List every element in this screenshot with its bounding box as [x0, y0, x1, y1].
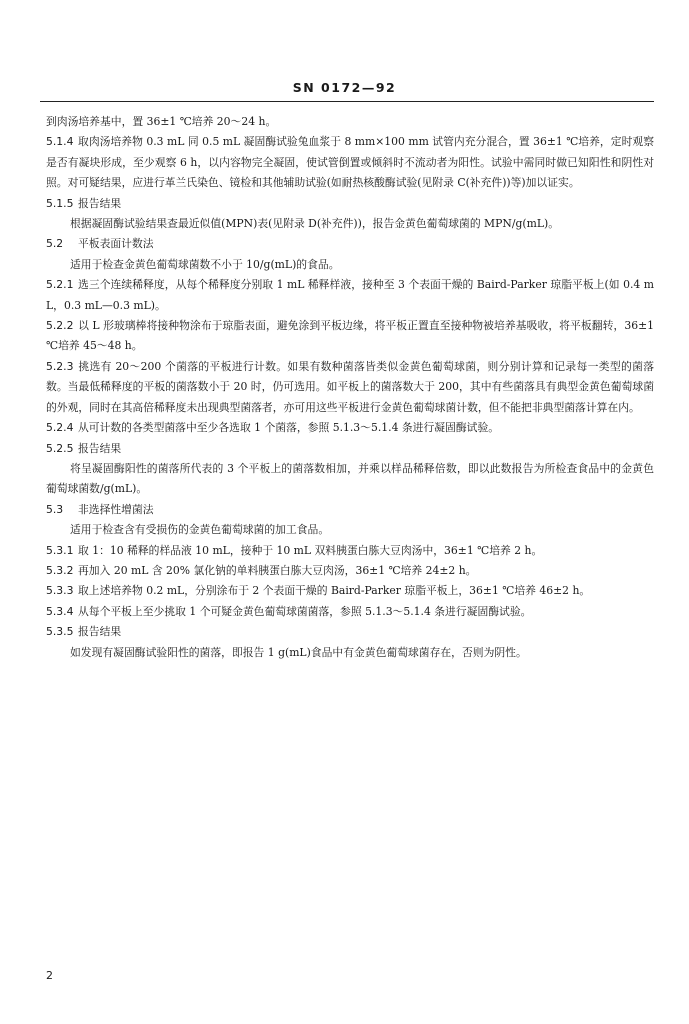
paragraph-text: 到肉汤培养基中，置 36±1 ℃培养 20～24 h。	[46, 115, 277, 128]
clause-text: 从可计数的各类型菌落中至少各选取 1 个菌落，参照 5.1.3～5.1.4 条进行凝固酶试验。	[78, 421, 500, 435]
paragraph-5-1-5	[46, 214, 654, 234]
clause-5-3-4	[46, 602, 654, 622]
paragraph-5-2	[46, 255, 654, 275]
section-heading: 平板表面计数法	[78, 237, 154, 251]
clause-text: 以 L 形玻璃棒将接种物涂布于琼脂表面，避免涂到平板边缘，将平板正置直至接种物被培养基吸收，将平板翻转，36±1 ℃培养 45～48 h。	[46, 319, 654, 353]
clause-number: 5.2.4	[46, 421, 74, 435]
paragraph-5-2-5	[46, 459, 654, 500]
section-5-3-heading	[46, 500, 654, 520]
section-heading: 非选择性增菌法	[78, 502, 154, 516]
clause-5-2-2	[46, 316, 654, 357]
clause-text: 取肉汤培养物 0.3 mL 同 0.5 mL 凝固酶试验兔血浆于 8 mm×100 mm 试管内充分混合，置 36±1 ℃培养，定时观察是否有凝块形成，至少观察 6 h，以内容物完全凝固，使试管倒置或倾斜时不流动者为阳性。试验中需同时做已知阳性和阴性对照。对可疑结果，应进行革兰氏染色、镜检和其他辅助试验(如耐热核酸酶试验(见附录 C(补充件))等)加以证实。	[46, 135, 654, 190]
paragraph-text: 适用于检查含有受损伤的金黄色葡萄球菌的加工食品。	[70, 523, 330, 537]
clause-number: 5.2.3	[46, 359, 74, 373]
clause-heading: 报告结果	[78, 196, 122, 210]
clause-text: 取 1：10 稀释的样品液 10 mL，接种于 10 mL 双料胰蛋白胨大豆肉汤中，36±1 ℃培养 2 h。	[78, 543, 543, 557]
clause-text: 从每个平板上至少挑取 1 个可疑金黄色葡萄球菌菌落，参照 5.1.3～5.1.4 条进行凝固酶试验。	[78, 604, 532, 618]
clause-5-3-1	[46, 541, 654, 561]
clause-5-3-2	[46, 561, 654, 581]
clause-heading: 报告结果	[78, 625, 122, 639]
clause-number: 5.3.5	[46, 625, 74, 639]
clause-text: 选三个连续稀释度，从每个稀释度分别取 1 mL 稀释样液，接种至 3 个表面干燥的 Baird-Parker 琼脂平板上(如 0.4 mL，0.3 mL—0.3 mL)。	[46, 278, 654, 312]
paragraph-5-3-5	[46, 643, 654, 663]
clause-number: 5.3.1	[46, 543, 74, 557]
clause-heading: 报告结果	[78, 441, 122, 455]
clause-number: 5.2.5	[46, 441, 74, 455]
clause-5-2-3	[46, 357, 654, 418]
clause-number: 5.1.4	[46, 135, 74, 149]
standard-code-header: SN 0172—92	[292, 80, 397, 95]
page-number: 2	[46, 969, 53, 982]
paragraph-continuation	[46, 112, 654, 132]
clause-5-1-5-heading	[46, 194, 654, 214]
clause-number: 5.3.4	[46, 604, 74, 618]
clause-number: 5.3.2	[46, 563, 74, 577]
clause-number: 5.1.5	[46, 196, 74, 210]
section-number: 5.2	[46, 237, 64, 251]
paragraph-text: 根据凝固酶试验结果查最近似值(MPN)表(见附录 D(补充件))，报告金黄色葡萄球菌的 MPN/g(mL)。	[70, 217, 560, 231]
section-5-2-heading	[46, 234, 654, 254]
document-body	[46, 112, 654, 663]
paragraph-text: 将呈凝固酶阳性的菌落所代表的 3 个平板上的菌落数相加，并乘以样品稀释倍数，即以此数报告为所检查食品中的金黄色葡萄球菌数/g(mL)。	[46, 461, 654, 496]
paragraph-5-3	[46, 520, 654, 540]
header-rule	[40, 101, 654, 102]
clause-5-2-4	[46, 418, 654, 438]
clause-5-2-1	[46, 275, 654, 316]
clause-text: 再加入 20 mL 含 20% 氯化钠的单料胰蛋白胨大豆肉汤，36±1 ℃培养 24±2 h。	[78, 563, 477, 577]
paragraph-text: 如发现有凝固酶试验阳性的菌落，即报告 1 g(mL)食品中有金黄色葡萄球菌存在，否则为阴性。	[70, 645, 527, 659]
clause-5-1-4	[46, 132, 654, 193]
clause-text: 取上述培养物 0.2 mL，分别涂布于 2 个表面干燥的 Baird-Parker 琼脂平板上，36±1 ℃培养 46±2 h。	[78, 584, 591, 598]
clause-number: 5.3.3	[46, 584, 74, 598]
clause-number: 5.2.1	[46, 278, 74, 292]
clause-5-3-5-heading	[46, 622, 654, 642]
clause-text: 挑选有 20～200 个菌落的平板进行计数。如果有数种菌落皆类似金黄色葡萄球菌，则分别计算和记录每一类型的菌落数。当最低稀释度的平板的菌落数小于 20 时，仍可选用。如平板上的菌落数大于 200，其中有些菌落具有典型金黄色葡萄球菌的外观，同时在其高倍稀释度未出现典型菌落者，亦可用这些平板进行金黄色葡萄球菌计数，但不能把非典型菌落计算在内。	[46, 359, 654, 414]
paragraph-text: 适用于检查金黄色葡萄球菌数不小于 10/g(mL)的食品。	[70, 257, 340, 271]
clause-5-3-3	[46, 581, 654, 601]
clause-5-2-5-heading	[46, 439, 654, 459]
clause-number: 5.2.2	[46, 319, 74, 333]
section-number: 5.3	[46, 502, 64, 516]
